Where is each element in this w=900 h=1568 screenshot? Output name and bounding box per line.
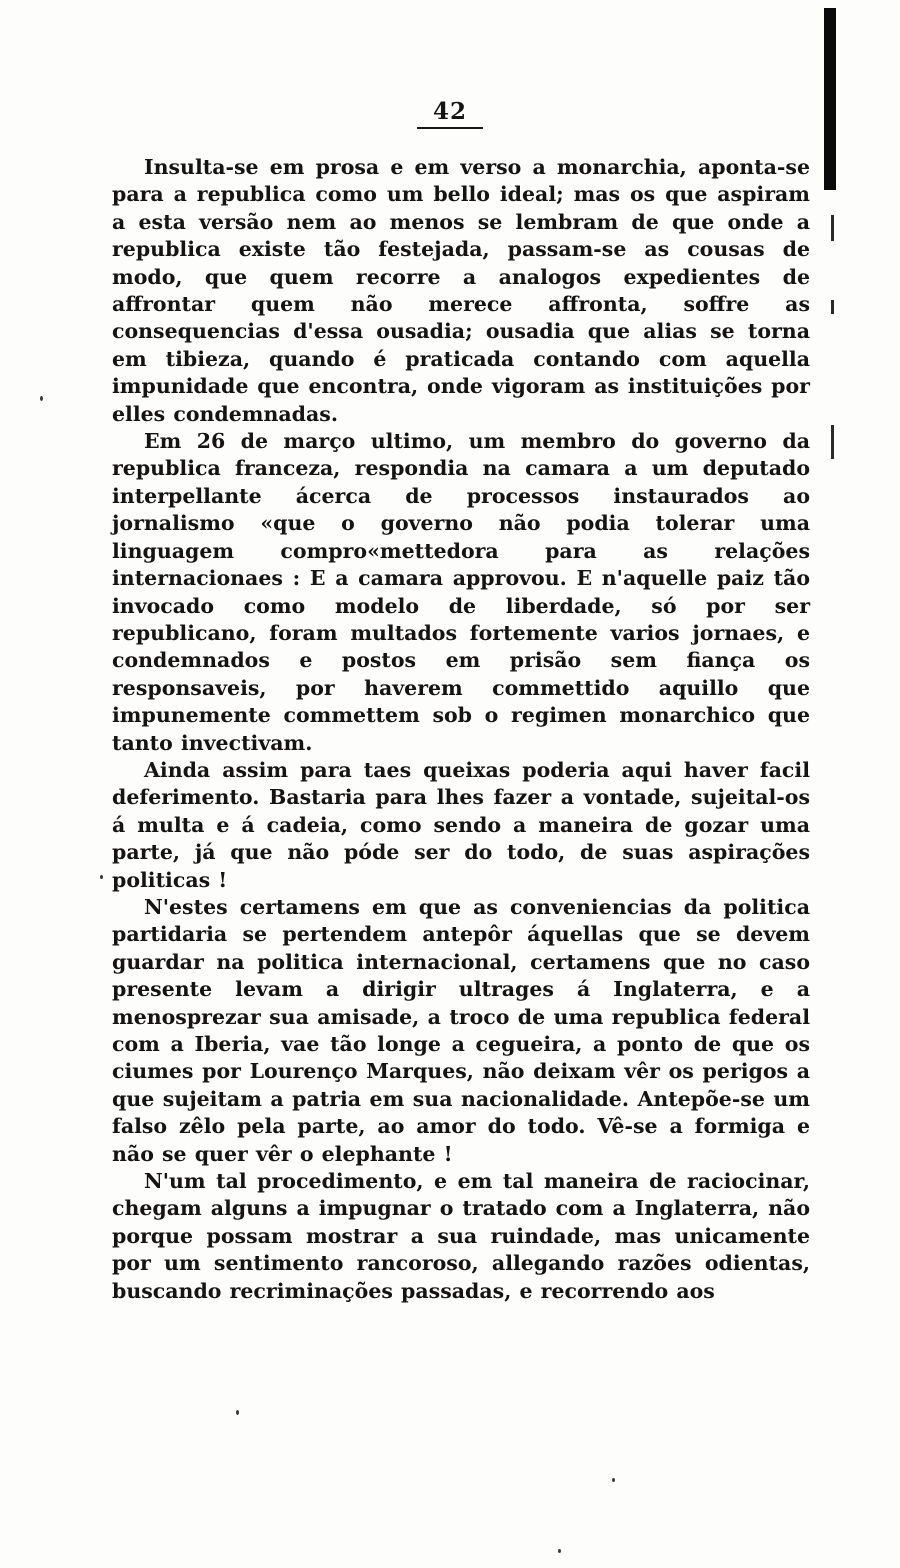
scan-artifact-speck — [100, 875, 103, 879]
paragraph-1: Insulta-se em prosa e em verso a monarchia, aponta-se para a republica como um bello ideal; mas os que aspiram a esta versão nem ao menos se lembram de que onde a republica existe tão festejada, passam-se as cousas de modo, que quem recorre a analogos expedientes de affrontar quem não merece affronta, soffre as consequencias d'essa ousadia; ousadia que alias se torna em tibieza, quando é praticada contando com aquella impunidade que encontra, onde vigoram as instituições por elles condemnadas. — [112, 155, 810, 426]
paragraph-5: N'um tal procedimento, e em tal maneira de raciocinar, chegam alguns a impugnar o tratado com a Inglaterra, não porque possam mostrar a sua ruindade, mas unicamente por um sentimento rancoroso, allegando razões odientas, buscando recriminações passadas, e recorrendo aos — [112, 1169, 810, 1303]
page-number-text: 42 — [417, 98, 483, 129]
scan-artifact-binding-bar — [824, 8, 836, 190]
scan-artifact-edge-mark — [831, 425, 834, 459]
scan-artifact-speck — [558, 1549, 561, 1553]
paragraph-3: Ainda assim para taes queixas poderia aqui haver facil deferimento. Bastaria para lhes fazer a vontade, sujeital-os á multa e á cadeia, como sendo a maneira de gozar uma parte, já que não póde ser do todo, de suas aspirações politicas ! — [112, 757, 810, 892]
paragraph-2: Em 26 de março ultimo, um membro do governo da republica franceza, respondia na camara a um deputado interpellante ácerca de processos instaurados ao jornalismo «que o governo não podia tolerar uma linguagem compro«mettedora para as relações internacionaes : E a camara approvou. E n'aquelle paiz tão invocado como modelo de liberdade, só por ser republicano, foram multados fortemente varios jornaes, e condemnados e postos em prisão sem fiança os responsaveis, por haverem commettido aquillo que impunemente commettem sob o regimen monarchico que tanto invectivam. — [112, 429, 810, 755]
page-number — [0, 98, 900, 129]
scan-artifact-speck — [40, 396, 43, 401]
paragraph-4: N'estes certamens em que as conveniencias da politica partidaria se pertendem antepôr áquellas que se devem guardar na politica internacional, certamens que no caso presente levam a dirigir ultrages á Inglaterra, e a menosprezar sua amisade, a troco de uma republica federal com a Iberia, vae tão longe a cegueira, a ponto de que os ciumes por Lourenço Marques, não deixam vêr os perigos a que sujeitam a patria em sua nacionalidade. Antepõe-se um falso zêlo pela parte, ao amor do todo. Vê-se a formiga e não se quer vêr o elephante ! — [112, 894, 810, 1166]
scan-artifact-edge-mark — [831, 215, 834, 241]
scan-artifact-speck — [612, 1478, 615, 1482]
scan-artifact-speck — [236, 1410, 239, 1415]
scan-artifact-edge-mark — [831, 300, 834, 314]
text-block — [112, 154, 810, 1305]
